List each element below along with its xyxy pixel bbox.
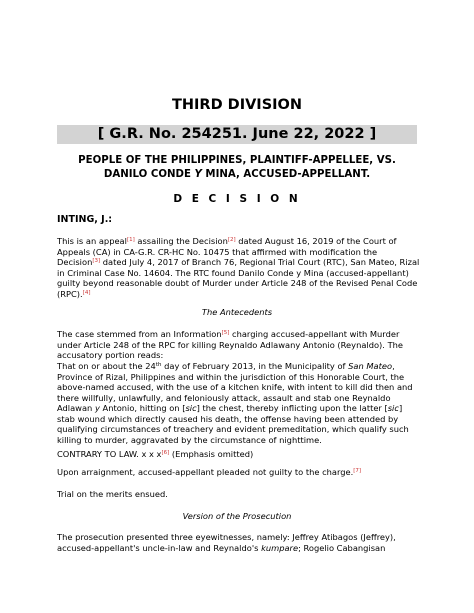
paragraph-trial: Trial on the merits ensued. (57, 489, 168, 499)
paragraph-contrary-to-law: CONTRARY TO LAW. x x x[6] (Emphasis omitted) (57, 449, 254, 459)
paragraph-arraignment: Upon arraignment, accused-appellant pleaded not guilty to the charge.[7] (57, 467, 362, 477)
paragraph-prosecution: The prosecution presented three eyewitnesses, namely: Jeffrey Atibagos (Jeffrey), accused-appellant's uncle-in-law and Reynaldo's kumpare; Rogelio Cabangisan (57, 532, 396, 553)
prosecution-heading: Version of the Prosecution (182, 511, 292, 521)
footnote-link[interactable]: [2] (227, 237, 236, 243)
antecedents-heading: The Antecedents (201, 307, 273, 317)
decision-title: D E C I S I O N (173, 193, 301, 205)
paragraph-accusatory-portion: That on or about the 24th day of February 2013, in the Municipality of San Mateo, Province of Rizal, Philippines and within the jurisdiction of this Honorable Court, the above-named accused, with the use of a kitchen knife, with intent to kill did then and there willfully, unlawfully, and feloniously attack, assault and stab one Reynaldo Adlawan y Antonio, hitting on [sic] the chest, thereby inflicting upon the latter [sic] stab wound which directly caused his death, the offense having been attended by qualifying circumstances of treachery and evident premeditation, which qualify such killing to murder, aggravated by the circumstance of nighttime. (57, 361, 413, 445)
footnote-link[interactable]: [1] (126, 237, 135, 243)
case-parties (50, 154, 424, 182)
footnote-link[interactable]: [4] (82, 289, 91, 296)
paragraph-information: The case stemmed from an Information[5] charging accused-appellant with Murder under Article 248 of the RPC for killing Reynaldo Adlawany Antonio (Reynaldo). The accusatory portion reads: (57, 329, 403, 360)
division-heading: THIRD DIVISION (171, 97, 303, 113)
ponente: INTING, J.: (57, 214, 113, 225)
paragraph-intro: This is an appeal[1] assailing the Decision[2] dated August 16, 2019 of the Court of Appeals (CA) in CA-G.R. CR-HC No. 10475 that affirmed with modification the Decision[3] dated July 4, 2017 of Branch 76, Regional Trial Court (RTC), San Mateo, Rizal in Criminal Case No. 14604. The RTC found Danilo Conde y Mina (accused-appellant) guilty beyond reasonable doubt of Murder under Article 248 of the Revised Penal Code (RPC).[4] (57, 236, 420, 299)
footnote-link[interactable]: [6] (161, 450, 170, 456)
parties-line-1: PEOPLE OF THE PHILIPPINES, PLAINTIFF-APPELLEE, VS. (78, 155, 396, 166)
parties-line-2: DANILO CONDE Y MINA, ACCUSED-APPELLANT. (103, 169, 371, 180)
footnote-link[interactable]: [5] (221, 330, 230, 336)
footnote-link[interactable]: [3] (92, 258, 101, 264)
case-number-banner: [ G.R. No. 254251. June 22, 2022 ] (57, 125, 417, 144)
footnote-link[interactable]: [7] (353, 468, 362, 474)
